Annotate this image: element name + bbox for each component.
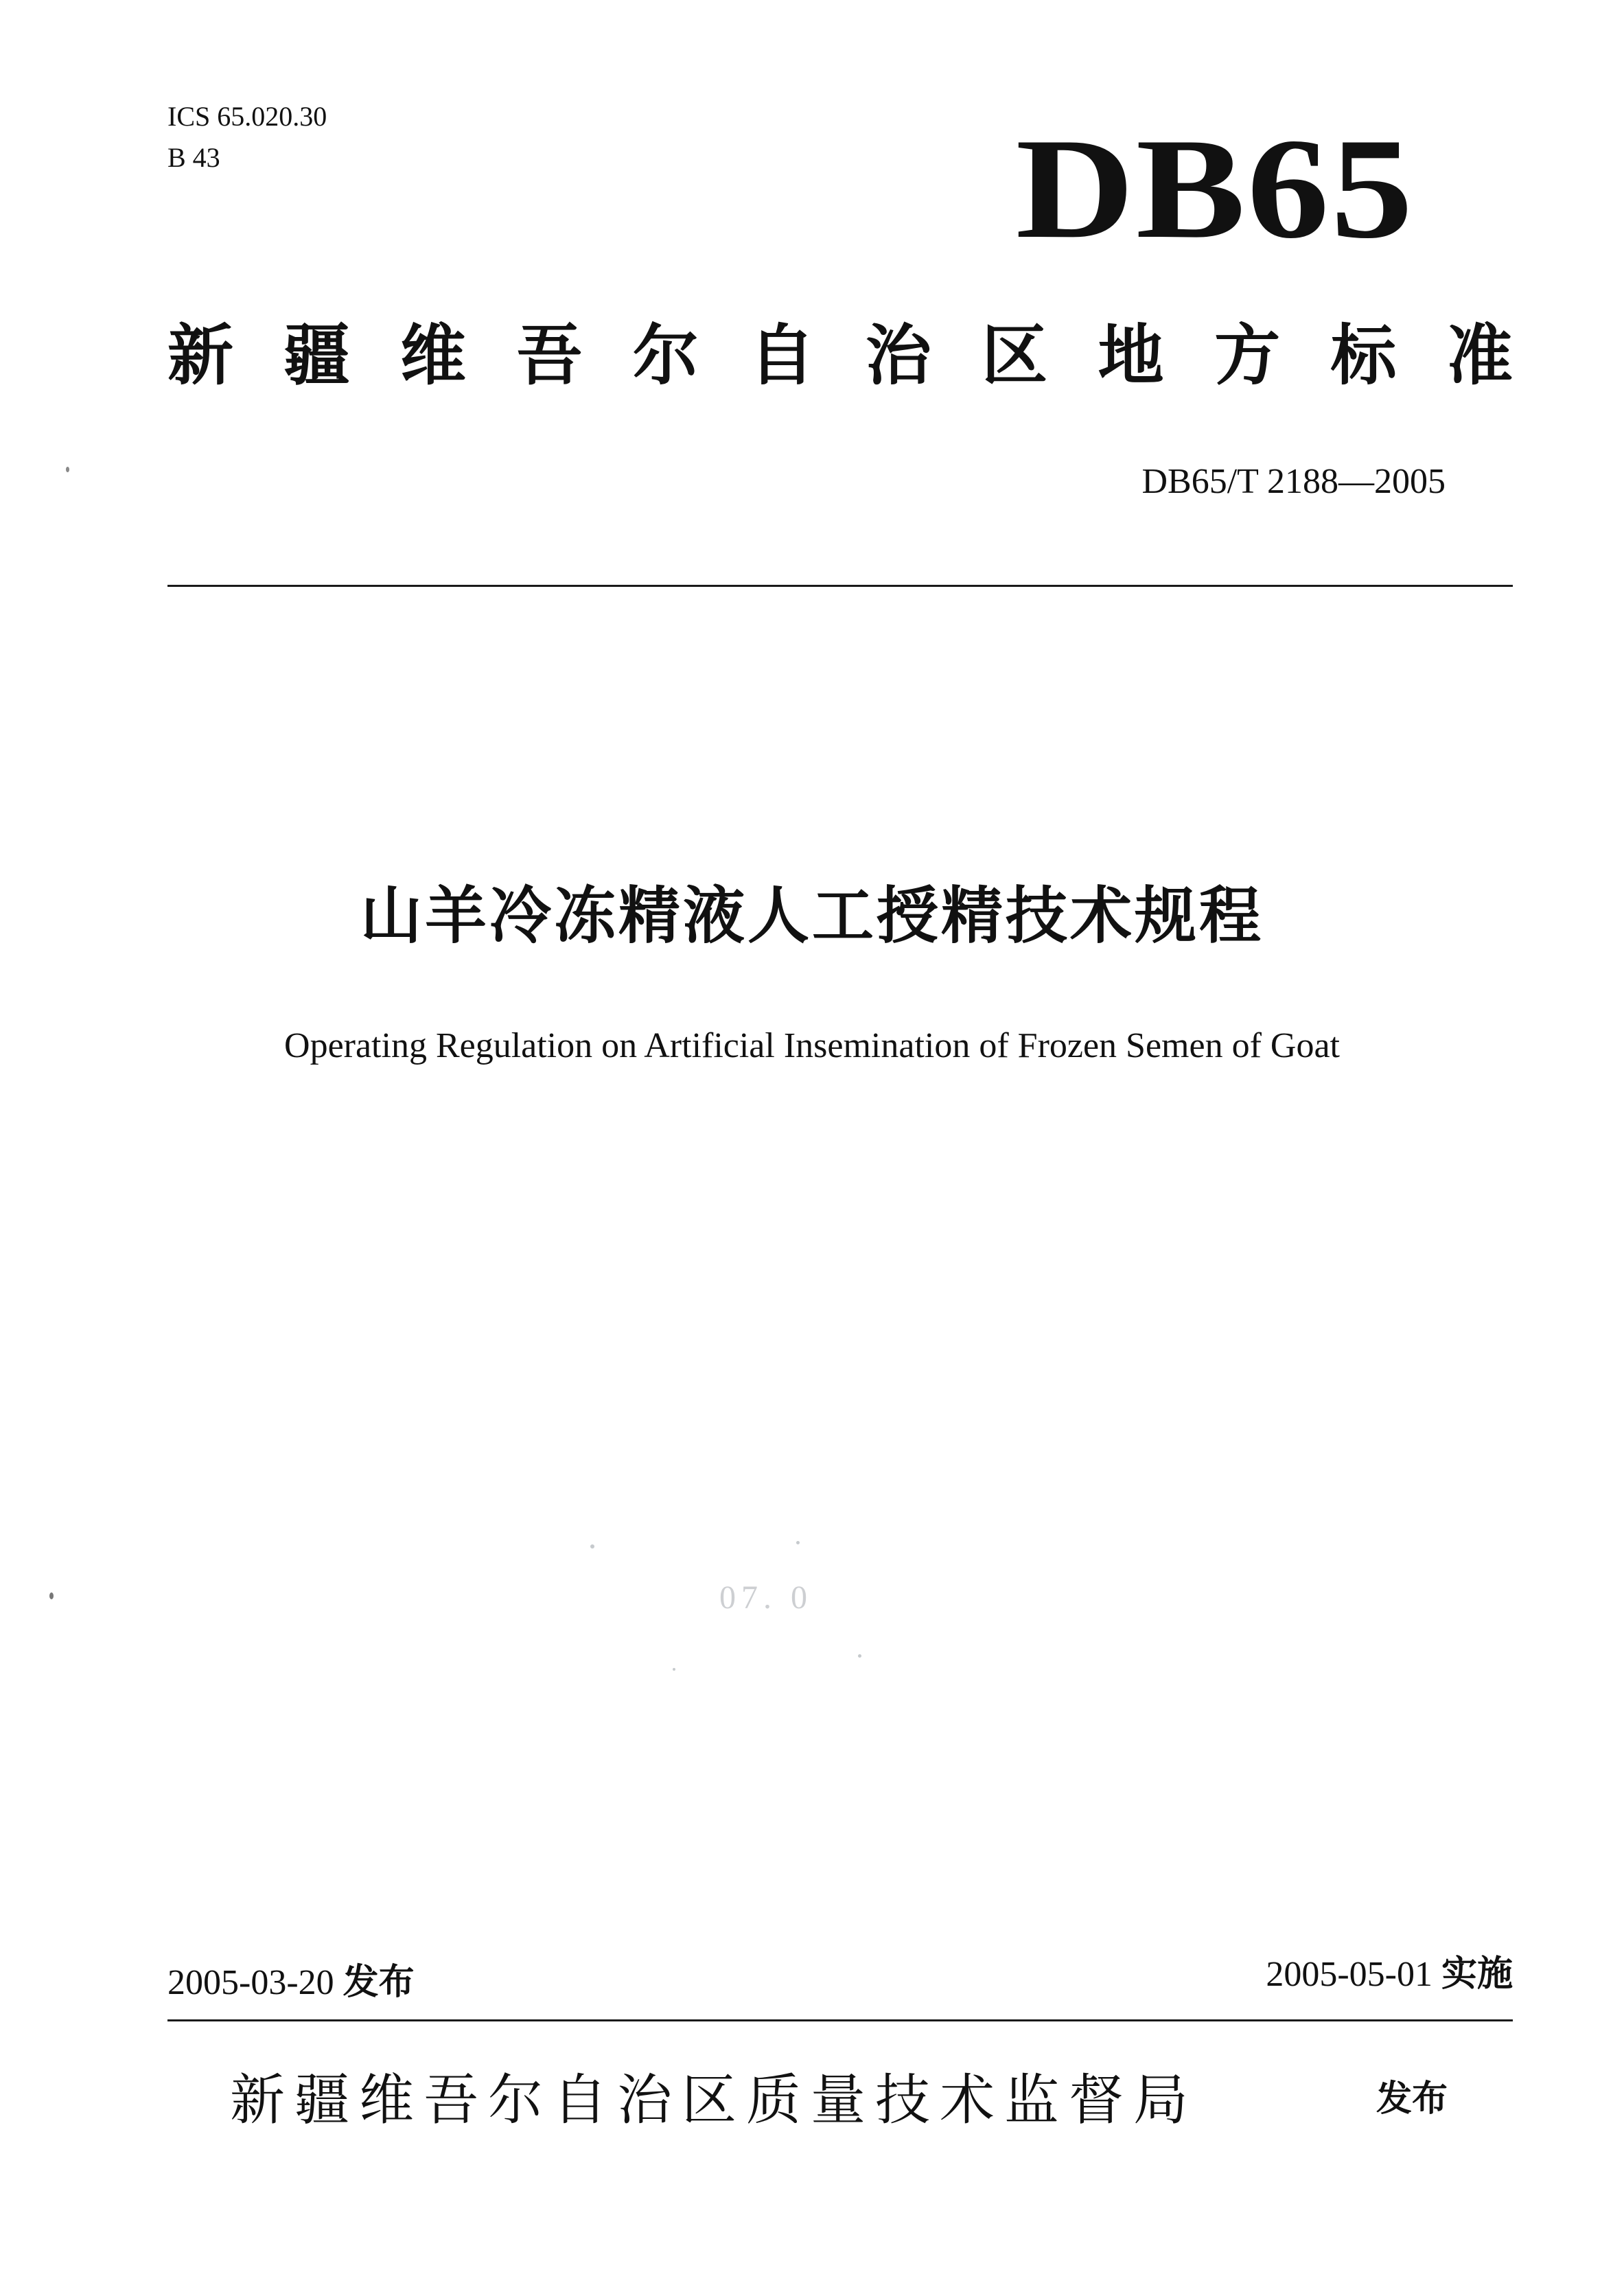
scan-speck	[66, 467, 69, 472]
authority-char: 新	[167, 317, 233, 394]
scan-speck	[673, 1668, 675, 1671]
scan-speck	[49, 1592, 54, 1599]
authority-char: 治	[865, 317, 931, 394]
faint-stamp-mark: 07. 0	[719, 1579, 813, 1616]
ics-code: ICS 65.020.30	[167, 101, 327, 132]
standard-authority-title	[167, 317, 1513, 394]
publisher-suffix: 发布	[1376, 2078, 1448, 2120]
implement-date: 2005-05-01	[1266, 1955, 1432, 1994]
authority-char: 地	[1098, 317, 1164, 394]
standard-number: DB65/T 2188—2005	[1141, 462, 1446, 501]
scan-speck	[796, 1541, 800, 1544]
authority-char: 标	[1330, 317, 1397, 394]
authority-char: 自	[749, 317, 815, 394]
publisher-name: 新疆维吾尔自治区质量技术监督局	[230, 2068, 1198, 2132]
scan-speck	[590, 1544, 594, 1549]
authority-char: 尔	[632, 317, 699, 394]
implement-date-line	[1266, 1953, 1513, 1995]
document-title-en: Operating Regulation on Artificial Insemination of Frozen Semen of Goat	[284, 1026, 1340, 1065]
authority-char: 维	[399, 317, 466, 394]
db65-logo: DB65	[1015, 109, 1415, 268]
header-divider	[167, 585, 1513, 587]
scan-speck	[858, 1654, 861, 1658]
authority-char: 区	[982, 317, 1048, 394]
issue-date-line	[167, 1964, 415, 2001]
authority-char: 准	[1446, 317, 1513, 394]
issue-label: 发布	[343, 1962, 415, 2003]
authority-char: 吾	[516, 317, 583, 394]
footer-divider	[167, 2019, 1513, 2021]
document-title-cn: 山羊冷冻精液人工授精技术规程	[360, 880, 1264, 952]
issue-date: 2005-03-20	[167, 1963, 334, 2002]
implement-label: 实施	[1441, 1953, 1513, 1995]
classification-code: B 43	[167, 142, 220, 173]
authority-char: 疆	[283, 317, 350, 394]
authority-char: 方	[1214, 317, 1281, 394]
